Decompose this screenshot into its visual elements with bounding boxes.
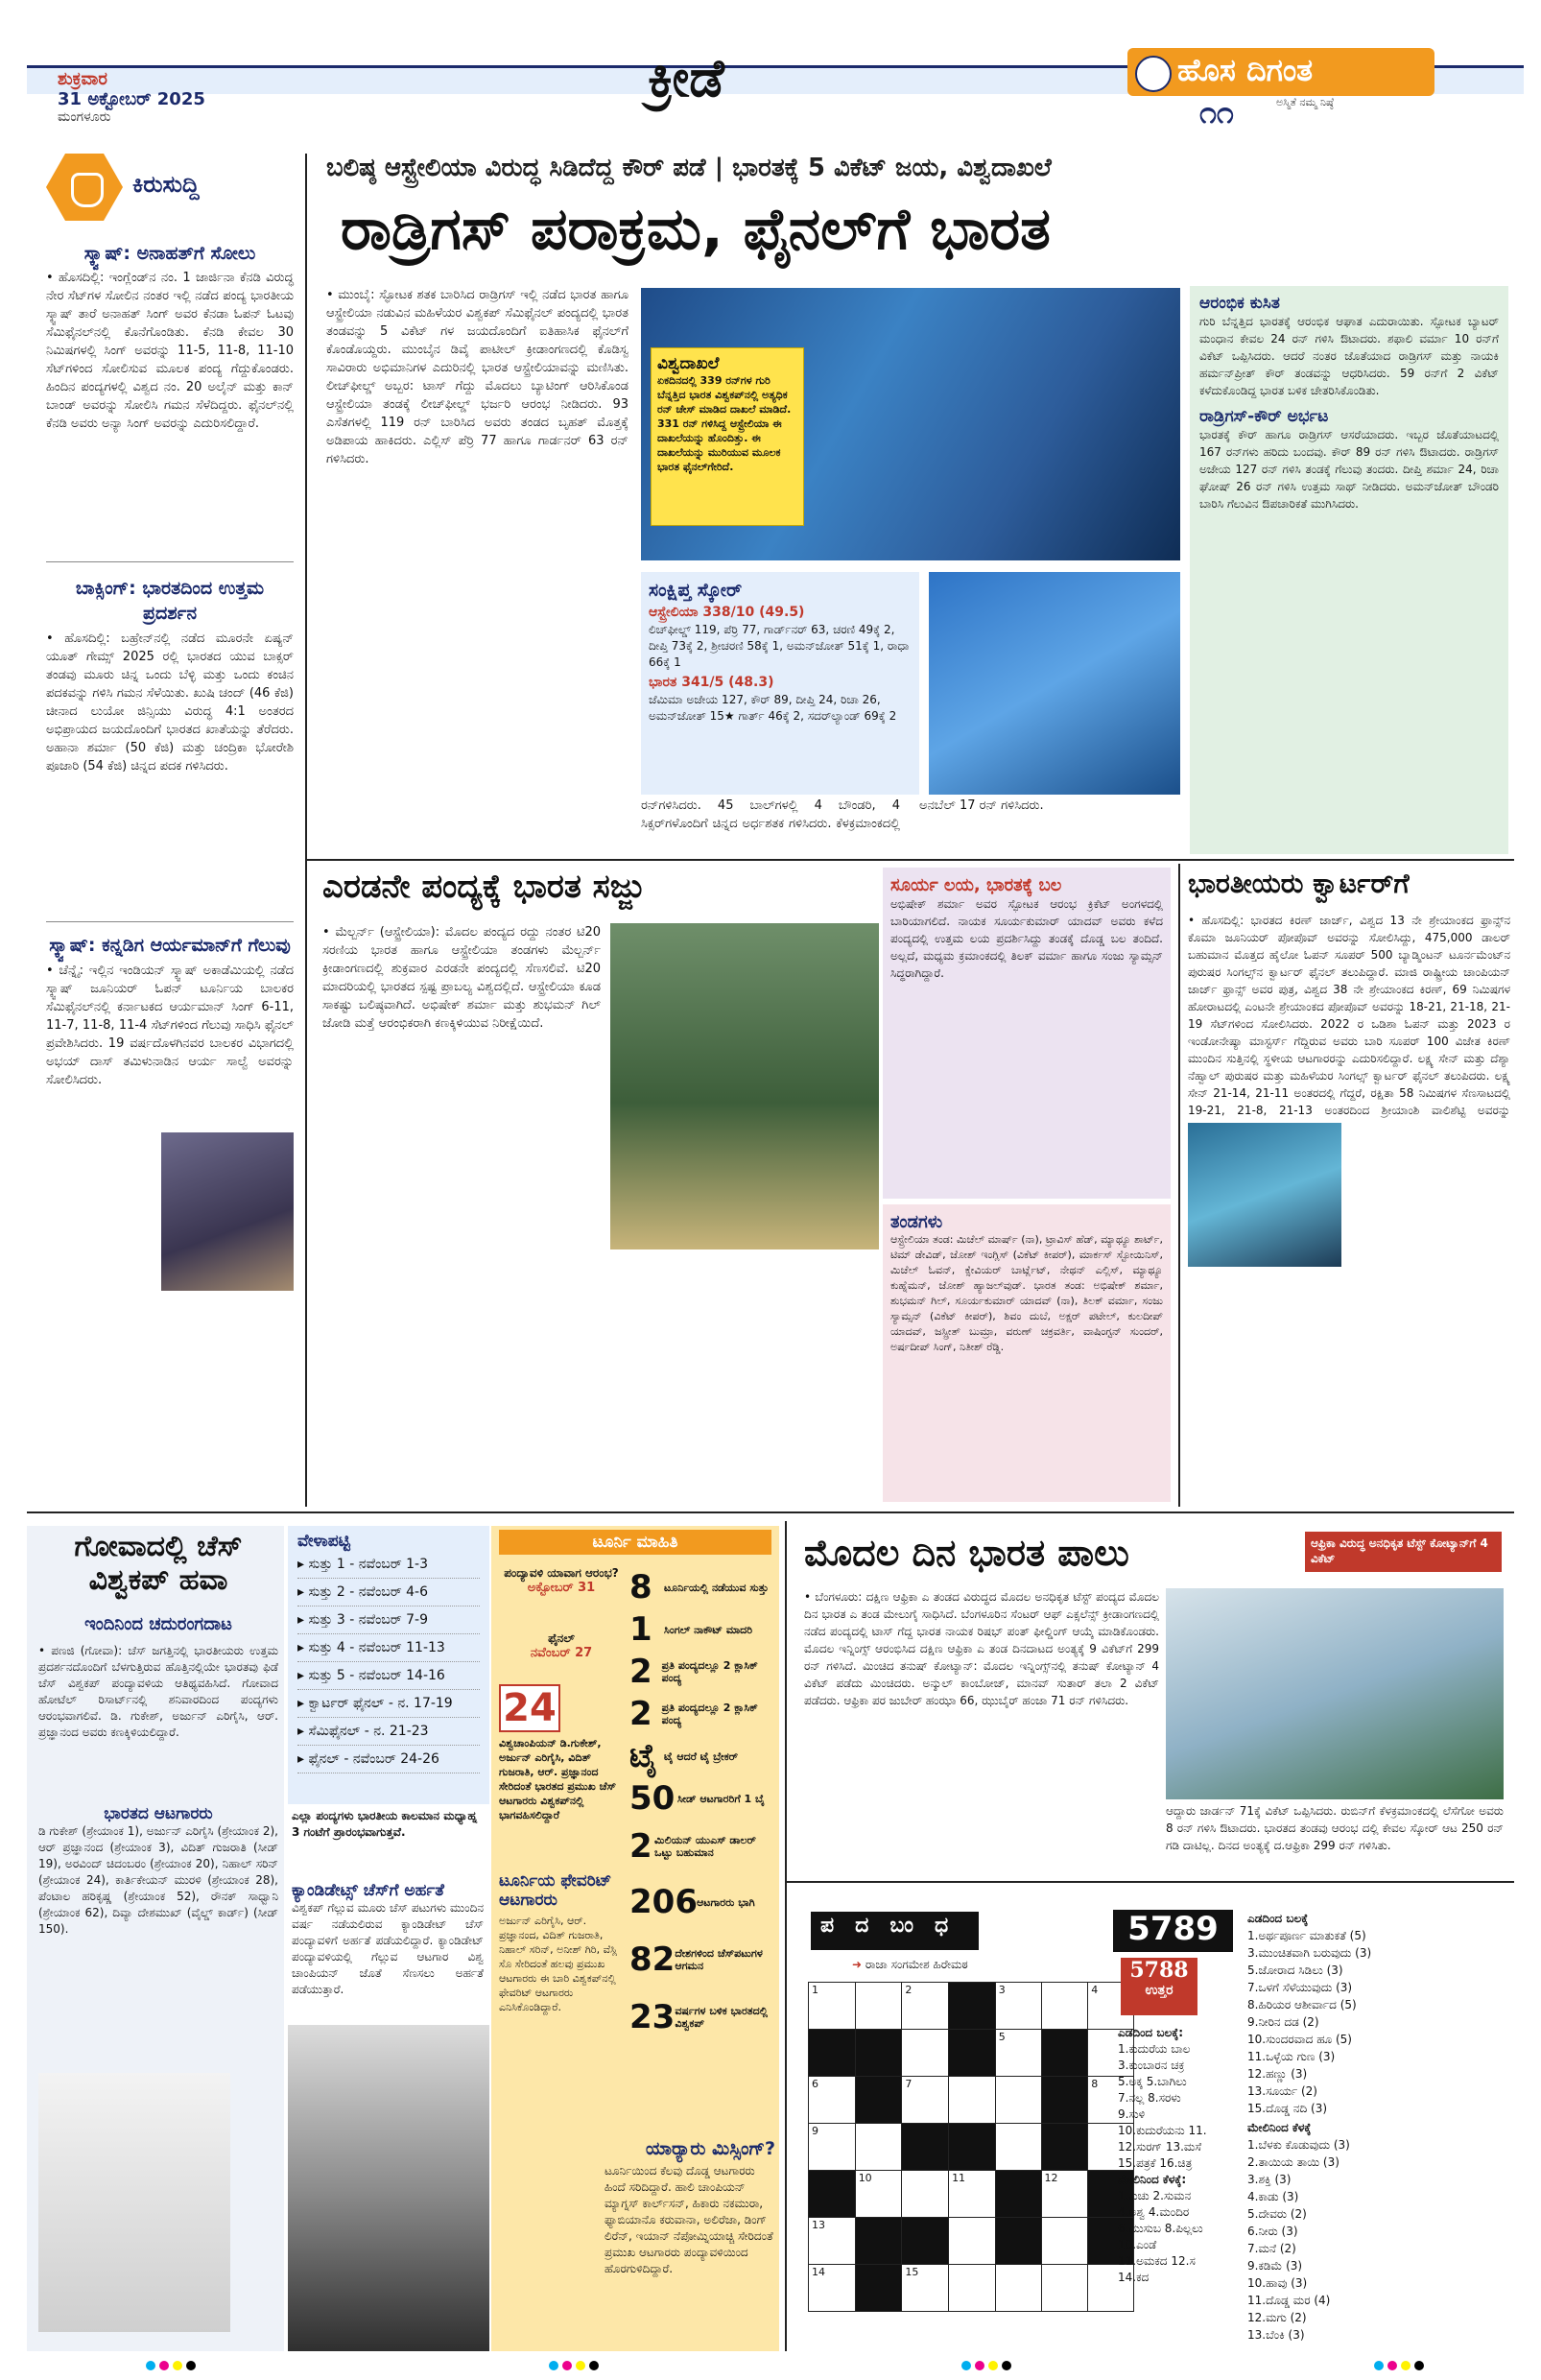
stat-label: ದೇಶಗಳಿಂದ ಚೆಸ್‌ಪಟುಗಳ ಆಗಮನ xyxy=(675,1947,763,1972)
column-rule xyxy=(305,154,307,1507)
lead-photo-second-batter xyxy=(929,572,1180,795)
favourites xyxy=(499,1871,624,2130)
grid-cell-black xyxy=(855,2265,902,2312)
section-rule xyxy=(305,859,1514,861)
info-title: ಟೂರ್ನಿ ಮಾಹಿತಿ xyxy=(499,1530,771,1555)
schedule-item-label: ಸುತ್ತು 4 - ನವೆಂಬರ್ 11-13 xyxy=(308,1640,445,1655)
grid-cell[interactable]: 9 xyxy=(809,2124,856,2171)
test-col2 xyxy=(1166,1802,1504,1874)
stat-label: ಮಿಲಿಯನ್ ಯುಎಸ್ ಡಾಲರ್ ಒಟ್ಟು ಬಹುಮಾನ xyxy=(654,1834,756,1859)
stat-item xyxy=(629,1566,773,1608)
pencil-icon: ➜ xyxy=(852,1958,865,1971)
answer-down-item: 11.ಅಮಕದ 12.ಸ xyxy=(1118,2254,1196,2268)
clues-across-title: ಎಡದಿಂದ ಬಲಕ್ಕೆ xyxy=(1247,1912,1309,1925)
grid-cell[interactable]: 7 xyxy=(902,2077,949,2124)
grid-cell-black xyxy=(995,2218,1041,2265)
lead-headline: ರಾಡ್ರಿಗಸ್ ಪರಾಕ್ರಮ, ಫೈನಲ್‌ಗೆ ಭಾರತ xyxy=(341,196,1051,263)
stat-label: ಸೀಡ್ ಆಟಗಾರರಿಗೆ 1 ಬೈ xyxy=(677,1792,765,1805)
scorecard-aus: ಆಸ್ಟ್ರೇಲಿಯಾ 338/10 (49.5) xyxy=(649,605,805,620)
sky-title: ಸೂರ್ಯ ಲಯ, ಭಾರತಕ್ಕೆ ಬಲ xyxy=(890,875,1062,895)
grid-cell[interactable] xyxy=(995,2077,1041,2124)
stat-item xyxy=(629,1777,773,1820)
grid-cell-black xyxy=(1041,2077,1088,2124)
record-body: ಏಕದಿನದಲ್ಲಿ 339 ರನ್‌ಗಳ ಗುರಿ ಬೆನ್ನತ್ತಿದ ಭಾರತ ವಿಶ್ವಕಪ್‌ನಲ್ಲಿ ಅತ್ಯಧಿಕ ರನ್ ಚೇಸ್ ಮಾಡಿದ ದಾಖಲೆ ಮಾಡಿದೆ. 331 ರನ್ ಗಳಿಸಿದ್ದ ಆಸ್ಟ್ರೇಲಿಯಾ ಈ ದಾಖಲೆಯನ್ನು ಹೊಂದಿತ್ತು. ಈ ದಾಖಲೆಯನ್ನು ಮುರಿಯುವ ಮೂಲಕ ಭಾರತ ಫೈನಲ್‌ಗೇರಿದೆ. xyxy=(657,374,792,473)
stat-label: ಟೂರ್ನಿಯಲ್ಲಿ ನಡೆಯುವ ಸುತ್ತು xyxy=(664,1581,769,1594)
sidebar-body-2: ಭಾರತಕ್ಕೆ ಕೌರ್ ಹಾಗೂ ರಾಡ್ರಿಗಸ್ ಆಸರೆಯಾದರು. ಇಬ್ಬರ ಜೊತೆಯಾಟದಲ್ಲಿ 167 ರನ್‌ಗಳು ಹರಿದು ಬಂದವು. ಕೌರ್ 89 ರನ್ ಗಳಿಸಿ ಔಟಾದರು. ರಾಡ್ರಿಗಸ್ ಅಜೇಯ 127 ರನ್ ಗಳಿಸಿ ತಂಡಕ್ಕೆ ಗೆಲುವು ತಂದರು. ದೀಪ್ತಿ ಶರ್ಮಾ 24, ರಿಚಾ ಘೋಷ್ 26 ರನ್ ಗಳಿಸಿ ಉತ್ತಮ ಸಾಥ್ ನೀಡಿದರು. ಅಮನ್‌ಜೋತ್ ಬೌಂಡರಿ ಬಾರಿಸಿ ಗೆಲುವಿನ ಔಪಚಾರಿಕತೆ ಮುಗಿಸಿದರು. xyxy=(1199,428,1499,511)
missing-block xyxy=(499,2138,775,2344)
schedule-item-label: ಸುತ್ತು 1 - ನವೆಂಬರ್ 1-3 xyxy=(308,1557,429,1572)
schedule-item: ▸ ಸೆಮಿಫೈನಲ್ - ನ. 21-23 xyxy=(297,1718,480,1746)
grid-cell[interactable]: 15 xyxy=(902,2265,949,2312)
kiru-badge xyxy=(46,154,123,221)
candidates-body: ವಿಶ್ವಕಪ್ ಗೆಲ್ಲುವ ಮೂರು ಚೆಸ್ ಪಟುಗಳು ಮುಂದಿನ ವರ್ಷ ನಡೆಯಲಿರುವ ಕ್ಯಾಂಡಿಡೇಟ್ ಚೆಸ್ ಪಂದ್ಯಾವಳಿಗೆ ಅರ್ಹತೆ ಪಡೆಯಲಿದ್ದಾರೆ. ಕ್ಯಾಂಡಿಡೇಟ್ ಪಂದ್ಯಾವಳಿಯಲ್ಲಿ ಗೆಲ್ಲುವ ಆಟಗಾರ ವಿಶ್ವ ಚಾಂಪಿಯನ್ ಜೊತೆ ಸೆಣಸಲು ಅರ್ಹತೆ ಪಡೆಯುತ್ತಾರೆ. xyxy=(292,1901,484,1996)
info-final-value: ನವೆಂಬರ್ 27 xyxy=(530,1646,593,1660)
schedule-item: ▸ ಸುತ್ತು 2 - ನವೆಂಬರ್ 4-6 xyxy=(297,1579,480,1606)
schedule-item: ▸ ಸುತ್ತು 1 - ನವೆಂಬರ್ 1-3 xyxy=(297,1551,480,1579)
clue-item: 9.ನೀರಿನ ದಡ (2) xyxy=(1247,2015,1319,2029)
schedule-item: ▸ ಸುತ್ತು 4 - ನವೆಂಬರ್ 11-13 xyxy=(297,1634,480,1662)
qf-headline: ಭಾರತೀಯರು ಕ್ವಾರ್ಟರ್‌ಗೆ xyxy=(1188,868,1410,899)
answer-across-item: 12.ಸುರಗ್ 13.ಮಸೆ xyxy=(1118,2140,1202,2154)
schedule-title: ವೇಳಾಪಟ್ಟಿ xyxy=(297,1532,350,1551)
clue-item: 3.ಮುಂಚಿತವಾಗಿ ಬರುವುದು (3) xyxy=(1247,1946,1372,1960)
stat-label: ಪ್ರತಿ ಪಂದ್ಯದಲ್ಲೂ 2 ಕ್ಲಾಸಿಕ್ ಪಂದ್ಯ xyxy=(661,1659,758,1684)
info-24-text: ವಿಶ್ವಚಾಂಪಿಯನ್ ಡಿ.ಗುಕೇಶ್, ಅರ್ಜುನ್ ಎರಿಗೈಸಿ, ವಿದಿತ್ ಗುಜರಾತಿ, ಆರ್. ಪ್ರಜ್ಞಾನಂದ ಸೇರಿದಂತೆ ಭಾರತದ ಪ್ರಮುಖ ಚೆಸ್ ಆಟಗಾರರು ವಿಶ್ವಕಪ್‌ನಲ್ಲಿ ಭಾಗವಹಿಸಲಿದ್ದಾರೆ xyxy=(499,1737,617,1821)
chess-headline: ಗೋವಾದಲ್ಲಿ ಚೆಸ್ ವಿಶ್ವಕಪ್ ಹವಾ xyxy=(74,1530,243,1597)
clue-item: 10.ಹಾವು (3) xyxy=(1247,2276,1308,2290)
answer-label: ಉತ್ತರ xyxy=(1145,1983,1174,1998)
clue-item: 13.ಸೂರ್ಯ (2) xyxy=(1247,2084,1317,2098)
grid-cell-black xyxy=(902,2124,949,2171)
kiru-item-3 xyxy=(46,933,294,1089)
clue-item: 12.ಮಗು (2) xyxy=(1247,2311,1307,2324)
grid-cell-black xyxy=(949,2030,996,2077)
schedule-list xyxy=(297,1551,480,1773)
stat-label: ಸಿಂಗಲ್ ನಾಕೌಟ್ ಮಾದರಿ xyxy=(664,1623,753,1636)
lead-sidebar xyxy=(1190,286,1508,854)
answer-down-item: 14.ಕದ xyxy=(1118,2271,1150,2284)
stat-number: 2 xyxy=(629,1827,652,1866)
clue-item: 9.ಕಡಿಮೆ (3) xyxy=(1247,2259,1303,2273)
puzzle-credit xyxy=(852,1958,1082,1977)
grid-cell[interactable] xyxy=(995,2265,1041,2312)
answer-across-item: 15.ಪತ್ರಕೆ 16.ಚಿತ್ರ xyxy=(1118,2156,1193,2170)
grid-cell-black xyxy=(809,2030,856,2077)
grid-cell[interactable]: 10 xyxy=(855,2171,902,2218)
lead-kicker: ಬಲಿಷ್ಠ ಆಸ್ಟ್ರೇಲಿಯಾ ವಿರುದ್ಧ ಸಿಡಿದೆದ್ದ ಕೌರ್ ಪಡೆ | ಭಾರತಕ್ಕೆ 5 ವಿಕೆಟ್ ಜಯ, ವಿಶ್ವದಾಖಲೆ xyxy=(326,154,1052,182)
schedule-item: ▸ ಸುತ್ತು 5 - ನವೆಂಬರ್ 14-16 xyxy=(297,1662,480,1690)
info-final xyxy=(499,1631,624,1679)
section-title: ಕ್ರೀಡೆ xyxy=(648,48,724,108)
stat-label: ಪ್ರತಿ ಪಂದ್ಯದಲ್ಲೂ 2 ಕ್ಲಾಸಿಕ್ ಪಂದ್ಯ xyxy=(661,1702,758,1726)
schedule-note: ಎಲ್ಲಾ ಪಂದ್ಯಗಳು ಭಾರತೀಯ ಕಾಲಮಾನ ಮಧ್ಯಾಹ್ನ 3 ಗಂಟೆಗೆ ಪ್ರಾರಂಭವಾಗುತ್ತವೆ. xyxy=(292,1809,478,1839)
second-body: • ಮೆಲ್ಬರ್ನ್ (ಆಸ್ಟ್ರೇಲಿಯಾ): ಮೊದಲ ಪಂದ್ಯದ ರದ್ದು ನಂತರ ಟಿ20 ಸರಣಿಯ ಭಾರತ ಹಾಗೂ ಆಸ್ಟ್ರೇಲಿಯಾ ತಂಡಗಳು ಮೆಲ್ಬರ್ನ್ ಕ್ರೀಡಾಂಗಣದಲ್ಲಿ ಶುಕ್ರವಾರ ಎರಡನೇ ಪಂದ್ಯದಲ್ಲಿ ಸೆಣಸಲಿವೆ. ಟಿ20 ಮಾದರಿಯಲ್ಲಿ ಭಾರತದ ಸ್ಪಷ್ಟ ಪ್ರಾಬಲ್ಯ ವಿಶ್ವದಲ್ಲಿದೆ. ಆಸ್ಟ್ರೇಲಿಯಾ ಕೂಡ ಸಾಕಷ್ಟು ಬಲಿಷ್ಠವಾಗಿದೆ. ಅಭಿಷೇಕ್ ಶರ್ಮಾ ಮತ್ತು ಶುಭಮನ್ ಗಿಲ್ ಜೋಡಿ ಮತ್ತೆ ಆರಂಭಿಕರಾಗಿ ಕಣಕ್ಕಿಳಿಯುವ ನಿರೀಕ್ಷೆಯಿದೆ. xyxy=(322,925,601,1031)
grid-cell-black xyxy=(1041,2124,1088,2171)
puzzle-title-text: ಪದಬಂಧ xyxy=(811,1912,979,1950)
kiru-item-1 xyxy=(46,242,294,433)
test-tag: ಆಫ್ರಿಕಾ ವಿರುದ್ಧ ಅನಧಿಕೃತ ಟೆಸ್ಟ್ ಕೋಟ್ಯಾನ್‌ಗೆ 4 ವಿಕೆಟ್ xyxy=(1305,1532,1502,1572)
test-headline: ಮೊದಲ ದಿನ ಭಾರತ ಪಾಲು xyxy=(804,1532,1129,1574)
grid-cell[interactable]: 8 xyxy=(1088,2077,1134,2124)
clue-item: 5.ದೇವರು (2) xyxy=(1247,2207,1307,2221)
sidebar-body-1: ಗುರಿ ಬೆನ್ನತ್ತಿದ ಭಾರತಕ್ಕೆ ಆರಂಭಿಕ ಆಘಾತ ಎದುರಾಯಿತು. ಸ್ಫೋಟಕ ಬ್ಯಾಟರ್ ಮಂಧಾನ ಕೇವಲ 24 ರನ್ ಗಳಿಸಿ ಔಟಾದರು. ಶಫಾಲಿ ವರ್ಮಾ 10 ರನ್‌ಗೆ ವಿಕೆಟ್ ಒಪ್ಪಿಸಿದರು. ಆದರೆ ನಂತರ ಜೊತೆಯಾದ ರಾಡ್ರಿಗಸ್ ಮತ್ತು ನಾಯಕಿ ಹರ್ಮನ್‌ಪ್ರೀತ್ ಕೌರ್ ತಂಡವನ್ನು ಆಧರಿಸಿದರು. 59 ರನ್‌ಗೆ 2 ವಿಕೆಟ್ ಕಳೆದುಕೊಂಡಿದ್ದ ಭಾರತ ಬಳಿಕ ಚೇತರಿಸಿಕೊಂಡಿತು. xyxy=(1199,315,1499,397)
answer-across-item: 3.ಕುಂಬಾರನ ಚಕ್ರ xyxy=(1118,2059,1185,2072)
schedule-item-label: ಸುತ್ತು 3 - ನವೆಂಬರ್ 7-9 xyxy=(308,1612,429,1628)
brand-logo-icon xyxy=(1135,56,1172,92)
prev-answer-badge xyxy=(1121,1958,1197,2015)
clues-down-title: ಮೇಲಿನಿಂದ ಕೆಳಕ್ಕೆ xyxy=(1247,2121,1312,2134)
teams-body: ಆಸ್ಟ್ರೇಲಿಯಾ ತಂಡ: ಮಿಚೆಲ್ ಮಾರ್ಷ್ (ನಾ), ಟ್ರಾವಿಸ್ ಹೆಡ್, ಮ್ಯಾಥ್ಯೂ ಶಾರ್ಟ್, ಟಿಮ್ ಡೇವಿಡ್, ಜೋಶ್ ಇಂಗ್ಲಿಸ್ (ವಿಕೆಟ್ ಕೀಪರ್), ಮಾರ್ಕಸ್ ಸ್ಟೋಯಿನಿಸ್, ಮಿಚೆಲ್ ಓವನ್, ಕ್ಸೇವಿಯರ್ ಬಾರ್ಟ್ಲೆಟ್, ನೇಥನ್ ಎಲ್ಲಿಸ್, ಮ್ಯಾಥ್ಯೂ ಕುಹ್ನೆಮನ್, ಜೋಶ್ ಹ್ಯಾಜಲ್‌ವುಡ್. ಭಾರತ ತಂಡ: ಅಭಿಷೇಕ್ ಶರ್ಮಾ, ಶುಭಮನ್ ಗಿಲ್, ಸೂರ್ಯಕುಮಾರ್ ಯಾದವ್ (ನಾ), ತಿಲಕ್ ವರ್ಮಾ, ಸಂಜು ಸ್ಯಾಮ್ಸನ್ (ವಿಕೆಟ್ ಕೀಪರ್), ಶಿವಂ ದುಬೆ, ಅಕ್ಷರ್ ಪಟೇಲ್, ಕುಲದೀಪ್ ಯಾದವ್, ಜಸ್ಪ್ರೀತ್ ಬುಮ್ರಾ, ವರುಣ್ ಚಕ್ರವರ್ತಿ, ವಾಷಿಂಗ್ಟನ್ ಸುಂದರ್, ಅರ್ಷದೀಪ್ ಸಿಂಗ್, ನಿತೀಶ್ ರೆಡ್ಡಿ. xyxy=(890,1233,1163,1353)
test-body: • ಬೆಂಗಳೂರು: ದಕ್ಷಿಣ ಆಫ್ರಿಕಾ ಎ ತಂಡದ ವಿರುದ್ಧದ ಮೊದಲ ಅನಧಿಕೃತ ಟೆಸ್ಟ್ ಪಂದ್ಯದ ಮೊದಲ ದಿನ ಭಾರತ ಎ ತಂಡ ಮೇಲುಗೈ ಸಾಧಿಸಿದೆ. ಬೆಂಗಳೂರಿನ ಸೆಂಟರ್ ಆಫ್ ಎಕ್ಸಲೆನ್ಸ್ ಕ್ರೀಡಾಂಗಣದಲ್ಲಿ ನಡೆದ ಪಂದ್ಯದಲ್ಲಿ ಟಾಸ್ ಗೆದ್ದ ಭಾರತ ನಾಯಕ ರಿಷಭ್ ಪಂತ್ ಫೀಲ್ಡಿಂಗ್ ಆಯ್ಕೆ ಮಾಡಿಕೊಂಡರು. ಮೊದಲ ಇನ್ನಿಂಗ್ಸ್ ಆರಂಭಿಸಿದ ದಕ್ಷಿಣ ಆಫ್ರಿಕಾ ಎ ತಂಡ ದಿನದಾಟದ ಅಂತ್ಯಕ್ಕೆ 9 ವಿಕೆಟ್‌ಗೆ 299 ರನ್ ಗಳಿಸಿದೆ. ಮಿಂಚಿದ ತನುಷ್ ಕೋಟ್ಯಾನ್: ಮೊದಲ ಇನ್ನಿಂಗ್ಸ್‌ನಲ್ಲಿ ತನುಷ್ ಕೋಟ್ಯಾನ್ 4 ವಿಕೆಟ್ ಪಡೆದು ಮಿಂಚಿದರು. ಅನ್ಶುಲ್ ಕಾಂಬೋಜ್, ಮಾನವ್ ಸುತಾರ್ ತಲಾ 2 ವಿಕೆಟ್ ಪಡೆದರು. ಆಫ್ರಿಕಾ ಪರ ಜುಬೇರ್ ಹಂಝಾ 66, ಝುಬೈರ್ ಹಂಜಾ 71 ರನ್ ಗಳಿಸಿದರು. xyxy=(804,1590,1159,1707)
squash-photo xyxy=(161,1132,294,1291)
grid-cell-black xyxy=(1041,2030,1088,2077)
grid-cell[interactable]: 11 xyxy=(949,2171,996,2218)
clue-item: 2.ತಾಯಿಯ ತಾಯಿ (3) xyxy=(1247,2155,1339,2169)
grid-cell[interactable] xyxy=(855,1983,902,2030)
schedule-item-label: ಫೈನಲ್ - ನವೆಂಬರ್ 24-26 xyxy=(308,1751,439,1767)
grid-cell-black xyxy=(949,2124,996,2171)
fav-title: ಟೂರ್ನಿಯ ಫೇವರಿಟ್ ಆಟಗಾರರು xyxy=(499,1871,612,1910)
kiru-item-2 xyxy=(46,576,294,775)
test-body-2: ಆದ್ದಾರು ಜಾರ್ಡನ್ 71ಕ್ಕೆ ವಿಕೆಟ್ ಒಪ್ಪಿಸಿದರು. ರುಬಿನ್‌ಗೆ ಕೆಳಕ್ರಮಾಂಕದಲ್ಲಿ ಲೆಸೆಗೋ ಅವರು 8 ರನ್ ಗಳಿಸಿ ಔಟಾದರು. ಭಾರತದ ತಂಡವು ಆರಂಭ ದಲ್ಲಿ ಕೇವಲ ಸ್ಕೋರ್ ಆಟ 250 ರನ್ ಗಡಿ ದಾಟಿಲ್ಲ. ದಿನದ ಅಂತ್ಯಕ್ಕೆ ದ.ಆಫ್ರಿಕಾ 299 ರನ್ ಗಳಿಸಿತು. xyxy=(1166,1804,1504,1852)
scorecard-title: ಸಂಕ್ಷಿಪ್ತ ಸ್ಕೋರ್ xyxy=(649,580,743,601)
grid-cell[interactable]: 12 xyxy=(1041,2171,1088,2218)
info-24-number: 24 xyxy=(499,1684,560,1732)
date-block xyxy=(58,69,269,154)
schedule-item-label: ಸುತ್ತು 5 - ನವೆಂಬರ್ 14-16 xyxy=(308,1668,445,1683)
grid-cell-black xyxy=(855,2030,902,2077)
chess-col xyxy=(38,1643,278,1797)
kiru-item-3-body: • ಚೆನ್ನೈ: ಇಲ್ಲಿನ ಇಂಡಿಯನ್ ಸ್ಕ್ವಾಷ್ ಅಕಾಡೆಮಿಯಲ್ಲಿ ನಡೆದ ಸ್ಕ್ವಾಷ್ ಜೂನಿಯರ್ ಓಪನ್ ಟೂರ್ನಿಯ ಬಾಲಕರ ಸೆಮಿಫೈನಲ್‌ನಲ್ಲಿ ಕರ್ನಾಟಕದ ಆರ್ಯಮಾನ್ ಸಿಂಗ್ 6-11, 11-7, 11-8, 11-4 ಸೆಟ್‌ಗಳಿಂದ ಗೆಲುವು ಸಾಧಿಸಿ ಫೈನಲ್ ಪ್ರವೇಶಿಸಿದರು. 19 ವರ್ಷದೊಳಗಿನವರ ಬಾಲಕರ ವಿಭಾಗದಲ್ಲಿ ಅಭಯ್ ದಾಸ್ ತಮಿಳುನಾಡಿನ ಆರ್ಯ ಸಾಲ್ವೆ ಅವರನ್ನು ಸೋಲಿಸಿದರು. xyxy=(46,964,294,1087)
stat-number: ಟೈ xyxy=(629,1737,658,1775)
puzzle-credit-text: ರಾಜಾ ಸಂಗಮೇಶ ಹಿರೇಮಠ xyxy=(865,1958,968,1971)
registration-marks xyxy=(0,2356,1541,2375)
players-title: ಭಾರತದ ಆಟಗಾರರು xyxy=(104,1804,213,1823)
grid-cell[interactable] xyxy=(1041,2218,1088,2265)
section-rule xyxy=(785,1881,1514,1883)
brand-masthead xyxy=(1127,48,1434,96)
grid-cell-black xyxy=(902,2218,949,2265)
clue-item: 4.ಕಾಡು (3) xyxy=(1247,2190,1299,2203)
kiru-item-2-head: ಬಾಕ್ಸಿಂಗ್: ಭಾರತದಿಂದ ಉತ್ತಮ ಪ್ರದರ್ಶನ xyxy=(75,578,265,624)
divider xyxy=(46,561,294,562)
stat-number: 23 xyxy=(629,1998,676,2036)
clue-item: 5.ಜೋರಾದ ಸಿಡಿಲು (3) xyxy=(1247,1964,1343,1977)
stat-item xyxy=(629,1735,773,1777)
sky-box xyxy=(883,868,1171,1199)
prev-number: 5788 xyxy=(1129,1958,1189,1983)
kiru-title: ಕಿರುಸುದ್ದಿ xyxy=(132,171,200,198)
grid-cell[interactable] xyxy=(949,2077,996,2124)
stat-number: 50 xyxy=(629,1779,676,1818)
schedule-item: ▸ ಫೈನಲ್ - ನವೆಂಬರ್ 24-26 xyxy=(297,1746,480,1773)
header-city: ಮಂಗಳೂರು xyxy=(58,109,111,125)
test-col1 xyxy=(804,1588,1159,1876)
answer-across-item: 5.ಅಕ್ಕ 5.ಬಾಗಿಲು xyxy=(1118,2075,1187,2088)
registration-dots-icon xyxy=(144,2356,198,2374)
answer-key xyxy=(1118,2025,1250,2351)
kiru-item-2-body: • ಹೊಸದಿಲ್ಲಿ: ಬಹ್ರೇನ್‌ನಲ್ಲಿ ನಡೆದ ಮೂರನೇ ಏಷ್ಯನ್ ಯೂತ್ ಗೇಮ್ಸ್ 2025 ರಲ್ಲಿ ಭಾರತದ ಯುವ ಬಾಕ್ಸರ್ ತಂಡವು ಮೂರು ಚಿನ್ನ ಒಂದು ಬೆಳ್ಳಿ ಮತ್ತು ಒಂದು ಕಂಚಿನ ಪದಕವನ್ನು ಗಳಿಸಿ ಗಮನ ಸೆಳೆಯಿತು. ಖುಷಿ ಚಂದ್ (46 ಕೆಜಿ) ಚೀನಾದ ಲುಯೋ ಜಿನ್ಸಿಯು ವಿರುದ್ಧ 4:1 ಅಂತರದ ಅಭಿಪ್ರಾಯದ ಜಯದೊಂದಿಗೆ ಭಾರತದ ಖಾತೆಯನ್ನು ತೆರೆದರು. ಅಹಾನಾ ಶರ್ಮಾ (50 ಕೆಜಿ) ಮತ್ತು ಚಂದ್ರಿಕಾ ಭೋರೇಶಿ ಪೂಜಾರಿ (54 ಕೆಜಿ) ಚಿನ್ನದ ಪದಕ ಗಳಿಸಿದರು. xyxy=(46,631,294,774)
grid-cell[interactable]: 4 xyxy=(1088,1983,1134,2030)
schedule-item: ▸ ಕ್ವಾರ್ಟರ್ ಫೈನಲ್ - ನ. 17-19 xyxy=(297,1690,480,1718)
teams-box xyxy=(883,1204,1171,1502)
stat-label: ಆಟಗಾರರು ಭಾಗಿ xyxy=(697,1895,755,1909)
grid-cell[interactable] xyxy=(1041,2265,1088,2312)
clue-item: 11.ಒಳ್ಳೆಯ ಗುಣ (3) xyxy=(1247,2050,1336,2063)
grid-cell[interactable]: 14 xyxy=(809,2265,856,2312)
badminton-photo xyxy=(1188,1123,1341,1267)
brand-name: ಹೊಸ ದಿಗಂತ xyxy=(1177,52,1314,88)
scorecard-ind-details: ಜೆಮಿಮಾ ಅಜೇಯ 127, ಕೌರ್ 89, ದೀಪ್ತಿ 24, ರಿಚಾ 26, ಅಮನ್‌ಜೋತ್ 15★ ಗಾರ್ತ್ 46ಕ್ಕೆ 2, ಸದರ್‌ಲ್ಯಾಂಡ್ 69ಕ್ಕೆ 2 xyxy=(649,693,897,723)
kiru-item-1-head: ಸ್ಕ್ವಾಷ್: ಅನಾಹತ್‌ಗೆ ಸೋಲು xyxy=(83,243,256,264)
sky-body: ಅಭಿಷೇಕ್ ಶರ್ಮಾ ಅವರ ಸ್ಫೋಟಕ ಆರಂಭ ಕ್ರಿಕೆಟ್ ಅಂಗಳದಲ್ಲಿ ಬಾರಿಯಾಗಲಿದೆ. ನಾಯಕ ಸೂರ್ಯಕುಮಾರ್ ಯಾದವ್ ಅವರು ಕಳೆದ ಪಂದ್ಯದಲ್ಲಿ ಉತ್ತಮ ಲಯ ಪ್ರದರ್ಶಿಸಿದ್ದು ತಂಡಕ್ಕೆ ದೊಡ್ಡ ಬಲ ತಂದಿದೆ. ಅಲ್ಲದೆ, ಮಧ್ಯಮ ಕ್ರಮಾಂಕದಲ್ಲಿ ತಿಲಕ್ ವರ್ಮಾ ಹಾಗೂ ಸಂಜು ಸ್ಯಾಮ್ಸನ್ ಸಿದ್ಧರಾಗಿದ್ದಾರೆ. xyxy=(890,897,1163,980)
scorecard-aus-details: ಲಿಚ್‌ಫೀಲ್ಡ್ 119, ಪೆರ‍್ರಿ 77, ಗಾರ್ಡ್‌ನರ್ 63, ಚರಣಿ 49ಕ್ಕೆ 2, ದೀಪ್ತಿ 73ಕ್ಕೆ 2, ಶ್ರೀಚರಣಿ 58ಕ್ಕೆ 1, ಅಮನ್‌ಜೋತ್ 51ಕ್ಕೆ 1, ರಾಧಾ 66ಕ್ಕೆ 1 xyxy=(649,623,910,669)
qf-body: • ಹೊಸದಿಲ್ಲಿ: ಭಾರತದ ಕಿರಣ್ ಜಾರ್ಜ್, ವಿಶ್ವದ 13 ನೇ ಶ್ರೇಯಾಂಕದ ಫ್ರಾನ್ಸ್‌ನ ಕೊಮಾ ಜೂನಿಯರ್ ಪೋಪೊವ್ ಅವರನ್ನು ಸೋಲಿಸಿದ್ದು, 475,000 ಡಾಲರ್ ಬಹುಮಾನ ಮೊತ್ತದ ಹೈಲೋ ಓಪನ್ ಸೂಪರ್ 500 ಬ್ಯಾಡ್ಮಿಂಟನ್ ಟೂರ್ನಮೆಂಟ್‌ನ ಪುರುಷರ ಸಿಂಗಲ್ಸ್‌ನ ಕ್ವಾರ್ಟರ್ ಫೈನಲ್ ತಲುಪಿದ್ದಾರೆ. ಮಾಜಿ ರಾಷ್ಟ್ರೀಯ ಚಾಂಪಿಯನ್ ಜಾರ್ಜ್ ಫ್ರಾನ್ಸ್ ಅವರ ಪುತ್ರ, ವಿಶ್ವದ 38 ನೇ ಶ್ರೇಯಾಂಕದ ಕಿರಣ್, 69 ನಿಮಿಷಗಳ ಹೋರಾಟದಲ್ಲಿ ಎಂಟನೇ ಶ್ರೇಯಾಂಕದ ಪೋಪೊವ್ ಅವರನ್ನು 18-21, 21-18, 21-19 ಸೆಟ್‌ಗಳಿಂದ ಸೋಲಿಸಿದರು. 2022 ರ ಒಡಿಶಾ ಓಪನ್ ಮತ್ತು 2023 ರ ಇಂಡೋನೇಷ್ಯಾ ಮಾಸ್ಟರ್ಸ್ ಗೆದ್ದಿರುವ ಅವರು ಬಾರಿ ಸೂಪರ್ 100 ವಿಜೇತ ಕಿರಣ್ ಮುಂದಿನ ಸುತ್ತಿನಲ್ಲಿ ಸ್ಥಳೀಯ ಆಟಗಾರರನ್ನು ಎದುರಿಸಲಿದ್ದಾರೆ. ಲಕ್ಷ್ಯ ಸೇನ್ ಮತ್ತು ದೆಶ್ಯಾ ನೆಹ್ವಾಲ್ ಪುರುಷರ ಮತ್ತು ಮಹಿಳೆಯರ ಸಿಂಗಲ್ಸ್ ಕ್ವಾರ್ಟರ್ ಫೈನಲ್ ತಲುಪಿದರು. ಲಕ್ಷ್ಯ ಸೇನ್ 21-14, 21-11 ಅಂತರದಲ್ಲಿ ಗೆದ್ದರೆ, ರಕ್ಷಿತಾ 58 ನಿಮಿಷಗಳ ಸೆಣಸಾಟದಲ್ಲಿ 19-21, 21-8, 21-13 ಅಂತರದಿಂದ ಶ್ರೀಯಾಂಶಿ ವಾಲಿಶೆಟ್ಟಿ ಅವರನ್ನು xyxy=(1188,914,1510,1117)
stat-item xyxy=(629,1931,773,1988)
sidebar-head-2: ರಾಡ್ರಿಗಸ್-ಕೌರ್ ಅರ್ಭಟ xyxy=(1199,407,1329,426)
page-header xyxy=(0,0,1541,154)
page-number: ೧೧ xyxy=(1199,94,1234,131)
pinch-hand-icon xyxy=(71,173,104,207)
info-when-value: ಅಕ್ಟೋಬರ್ 31 xyxy=(527,1581,596,1595)
stat-number: 206 xyxy=(629,1883,698,1921)
schedule-item-label: ಸುತ್ತು 2 - ನವೆಂಬರ್ 4-6 xyxy=(308,1584,429,1600)
answer-across-item: 7.ನಲ್ಲ 8.ಸರಳು xyxy=(1118,2091,1181,2105)
second-headline: ಎರಡನೇ ಪಂದ್ಯಕ್ಕೆ ಭಾರತ ಸಜ್ಜು xyxy=(322,868,645,906)
second-col xyxy=(322,923,601,1441)
column-rule xyxy=(785,1521,787,2351)
clue-item: 11.ದೊಡ್ಡ ಮರ (4) xyxy=(1247,2294,1331,2307)
grid-cell[interactable]: 1 xyxy=(809,1983,856,2030)
schedule-item-label: ಕ್ವಾರ್ಟರ್ ಫೈನಲ್ - ನ. 17-19 xyxy=(308,1696,453,1711)
grid-cell-black xyxy=(855,2077,902,2124)
divider xyxy=(46,921,294,922)
answer-across-item: 1.ಕುದುರೆಯ ಬಾಲ xyxy=(1118,2042,1191,2056)
grid-cell[interactable] xyxy=(902,2171,949,2218)
stat-label: ವರ್ಷಗಳ ಬಳಿಕ ಭಾರತದಲ್ಲಿ ವಿಶ್ವಕಪ್ xyxy=(675,2005,769,2030)
candidates-title: ಕ್ಯಾಂಡಿಡೇಟ್ಸ್ ಚೆಸ್‌ಗೆ ಅರ್ಹತೆ xyxy=(292,1881,444,1900)
kiru-suddi-column xyxy=(46,154,296,1507)
stat-item xyxy=(629,1820,773,1873)
scorecard-ind: ಭಾರತ 341/5 (48.3) xyxy=(649,675,774,690)
schedule-item-label: ಸೆಮಿಫೈನಲ್ - ನ. 21-23 xyxy=(308,1724,429,1739)
info-final-label: ಫೈನಲ್ xyxy=(548,1631,575,1645)
schedule-item: ▸ ಸುತ್ತು 3 - ನವೆಂಬರ್ 7-9 xyxy=(297,1606,480,1634)
kiru-item-1-body: • ಹೊಸದಿಲ್ಲಿ: ಇಂಗ್ಲೆಂಡ್‌ನ ನಂ. 1 ಜಾರ್ಜಿನಾ ಕೆನಡಿ ವಿರುದ್ಧ ನೇರ ಸೆಟ್‌ಗಳ ಸೋಲಿನ ನಂತರ ಇಲ್ಲಿ ನಡೆದ ಪಂದ್ಯ ಭಾರತೀಯ ಸ್ಕ್ವಾಷ್ ತಾರೆ ಅನಾಹತ್ ಸಿಂಗ್ ಅವರ ಕೆನಡಾ ಓಪನ್ ಓಟವು ಸೆಮಿಫೈನಲ್‌ನಲ್ಲಿ ಕೊನೆಗೊಂಡಿತು. ಕೆನಡಿ ಕೇವಲ 30 ನಿಮಿಷಗಳಲ್ಲಿ ಸಿಂಗ್ ಅವರನ್ನು 11-5, 11-8, 11-10 ಸೆಟ್‌ಗಳಿಂದ ಸೋಲಿಸುವ ಮೂಲಕ ಪಂದ್ಯ ಗೆದ್ದುಕೊಂಡರು. ಹಿಂದಿನ ಪಂದ್ಯಗಳಲ್ಲಿ ವಿಶ್ವದ ನಂ. 20 ಅಲೈನ್ ಮತ್ತು ಕಾನ್ ಬಾಂಡ್ ಅವರನ್ನು ಸೋಲಿಸಿ ಗಮನ ಸೆಳೆದಿದ್ದರು. ಫೈನಲ್‌ನಲ್ಲಿ ಕೆನಡಿ ಅವರು ಅನ್ಯಾ ಸಿಂಗ್ ಅವರನ್ನು ಎದುರಿಸಲಿದ್ದಾರೆ. xyxy=(46,271,294,431)
stat-item xyxy=(629,1873,773,1931)
clue-item: 7.ಮನೆ (2) xyxy=(1247,2242,1296,2255)
grid-cell[interactable]: 13 xyxy=(809,2218,856,2265)
answer-across-item: 10.ಕುದುರೆಯನು 11. xyxy=(1118,2124,1207,2137)
header-date: 31 ಅಕ್ಟೋಬರ್ 2025 xyxy=(58,89,205,109)
missing-body: ಟೂರ್ನಿಯಿಂದ ಕೆಲವು ದೊಡ್ಡ ಆಟಗಾರರು ಹಿಂದೆ ಸರಿದಿದ್ದಾರೆ. ಹಾಲಿ ಚಾಂಪಿಯನ್ ಮ್ಯಾಗ್ನಸ್ ಕಾರ್ಲ್‌ಸನ್, ಹಿಕಾರು ನಕಮುರಾ, ಫ್ಯಾಬಿಯಾನೊ ಕರುವಾನಾ, ಅಲಿರೆಜಾ, ಡಿಂಗ್ ಲಿರೆನ್, ಇಯಾನ್ ನೆಪೋಮ್ನಿಯಾಚ್ಚಿ ಸೇರಿದಂತೆ ಪ್ರಮುಖ ಆಟಗಾರರು ಪಂದ್ಯಾವಳಿಯಿಂದ ಹೊರಗುಳಿದಿದ್ದಾರೆ. xyxy=(605,2164,773,2275)
stat-item xyxy=(629,1651,773,1693)
grid-cell[interactable] xyxy=(949,2265,996,2312)
stat-item xyxy=(629,1693,773,1735)
kiru-item-3-head: ಸ್ಕ್ವಾಷ್: ಕನ್ನಡಿಗ ಆರ್ಯಮಾನ್‌ಗೆ ಗೆಲುವು xyxy=(49,935,291,956)
crossword-table xyxy=(808,1982,1134,2312)
clue-item: 6.ನೀರು (3) xyxy=(1247,2225,1298,2238)
stat-item xyxy=(629,1608,773,1651)
puzzle-number: 5789 xyxy=(1113,1910,1233,1952)
grid-cell-black xyxy=(949,1983,996,2030)
chess-subhead: ಇಂದಿನಿಂದ ಚದುರಂಗದಾಟ xyxy=(84,1614,232,1634)
answer-down-item: 1.ಕುಚು 2.ಸುಮನ xyxy=(1118,2189,1192,2202)
answer-down-item: 6.ಮುಸುಬ 8.ಪಿಲ್ಲಲು xyxy=(1118,2222,1203,2235)
header-day: ಶುಕ್ರವಾರ xyxy=(58,69,107,89)
lead-body-1: • ಮುಂಬೈ: ಸ್ಫೋಟಕ ಶತಕ ಬಾರಿಸಿದ ರಾಡ್ರಿಗಸ್ ಇಲ್ಲಿ ನಡೆದ ಭಾರತ ಹಾಗೂ ಆಸ್ಟ್ರೇಲಿಯಾ ನಡುವಿನ ಮಹಿಳೆಯರ ವಿಶ್ವಕಪ್ ಸೆಮಿಫೈನಲ್ ಪಂದ್ಯದಲ್ಲಿ ಭಾರತ ತಂಡವನ್ನು 5 ವಿಕೆಟ್ ಗಳ ಜಯದೊಂದಿಗೆ ಐತಿಹಾಸಿಕ ಫೈನಲ್‌ಗೆ ಕೊಂಡೊಯ್ದರು. ಮುಂಬೈನ ಡಿವೈ ಪಾಟೀಲ್ ಕ್ರೀಡಾಂಗಣದಲ್ಲಿ ಕೊಡಿಸ್ವ ಸಾವಿರಾರು ಅಭಿಮಾನಿಗಳ ಎದುರಿನಲ್ಲಿ ಭಾರತ ಆಸ್ಟ್ರೇಲಿಯಾವನ್ನು ಮಣಿಸಿತು. ಲೀಚ್‌ಫೀಲ್ಡ್ ಅಬ್ಬರ: ಟಾಸ್ ಗೆದ್ದು ಮೊದಲು ಬ್ಯಾಟಿಂಗ್ ಆರಿಸಿಕೊಂಡ ಆಸ್ಟ್ರೇಲಿಯಾ ತಂಡಕ್ಕೆ ಲೀಚ್‌ಫೀಲ್ಡ್ ಭರ್ಜರಿ ಆರಂಭ ನೀಡಿದರು. 93 ಎಸೆತಗಳಲ್ಲಿ 119 ರನ್ ಬಾರಿಸಿದ ಅವರು ತಂಡದ ಬೃಹತ್ ಮೊತ್ತಕ್ಕೆ ಅಡಿಪಾಯ ಹಾಕಿದರು. ಎಲ್ಲಿಸ್ ಪೆರ‍್ರಿ 77 ಹಾಗೂ ಗಾರ್ಡನರ್ 63 ರನ್ ಗಳಿಸಿದರು. xyxy=(326,288,628,466)
grid-cell[interactable] xyxy=(949,2218,996,2265)
answer-across-item: 9.ಸುಳಿ xyxy=(1118,2107,1146,2121)
grid-cell-black xyxy=(809,2171,856,2218)
record-title: ವಿಶ್ವದಾಖಲೆ xyxy=(657,354,720,373)
clue-item: 1.ಅರ್ಥಪೂರ್ಣ ಮಾತುಕತೆ (5) xyxy=(1247,1929,1366,1942)
clue-item: 8.ಹಿರಿಯರ ಆಶೀರ್ವಾದ (5) xyxy=(1247,1998,1357,2011)
column-rule xyxy=(1178,864,1180,1507)
grid-cell-black xyxy=(995,2171,1041,2218)
crossword-grid xyxy=(808,1982,1134,2346)
chess-body: • ಪಣಜಿ (ಗೋವಾ): ಚೆಸ್ ಜಗತ್ತಿನಲ್ಲಿ ಭಾರತೀಯರು ಉತ್ತಮ ಪ್ರದರ್ಶನದೊಂದಿಗೆ ಬೆಳಗುತ್ತಿರುವ ಹೊತ್ತಿನಲ್ಲಿಯೇ ಭಾರತವು ಫಿಡೆ ಚೆಸ್ ವಿಶ್ವಕಪ್ ಪಂದ್ಯಾವಳಿಯ ಆತಿಥ್ಯವಹಿಸಿದೆ. ಗೋವಾದ ಹೋಟೆಲ್ ರಿಸಾರ್ಟ್‌ನಲ್ಲಿ ಶನಿವಾರದಿಂದ ಪಂದ್ಯಗಳು ಆರಂಭವಾಗಲಿವೆ. ಡಿ. ಗುಕೇಶ್, ಅರ್ಜುನ್ ಎರಿಗೈಸಿ, ಆರ್. ಪ್ರಜ್ಞಾನಂದ ಅವರು ಕಣಕ್ಕಿಳಿಯಲಿದ್ದಾರೆ. xyxy=(38,1644,278,1739)
puzzle-title xyxy=(811,1912,1072,1950)
candidates-block xyxy=(292,1881,484,2025)
grid-cell[interactable] xyxy=(995,2124,1041,2171)
teams-title: ತಂಡಗಳು xyxy=(890,1212,943,1232)
lead-body-2: ರನ್‌ಗಳಿಸಿದರು. 45 ಬಾಲ್‌ಗಳಲ್ಲಿ 4 ಬೌಂಡರಿ, 4 ಸಿಕ್ಸರ್‌ಗಳೊಂದಿಗೆ ಚಿನ್ನದ ಅರ್ಧಶತಕ ಗಳಿಸಿದರು. ಕೆಳಕ್ರಮಾಂಕದಲ್ಲಿ ಅನಬೆಲ್ 17 ರನ್ ಗಳಿಸಿದರು. xyxy=(641,798,1044,831)
clue-item: 7.ಒಳಗೆ ಸೆಳೆಯುವುದು (3) xyxy=(1247,1981,1353,1994)
registration-dots-icon xyxy=(960,2356,1013,2374)
answer-down-item: 4.ಅಶ್ವ 4.ಮಂದಿರ xyxy=(1118,2205,1190,2219)
clue-item: 3.ಶಕ್ತಿ (3) xyxy=(1247,2173,1292,2186)
info-when-label: ಪಂದ್ಯಾವಳಿ ಯಾವಾಗ ಆರಂಭ? xyxy=(504,1566,619,1580)
lead-col2 xyxy=(641,797,1178,854)
fav-body: ಅರ್ಜುನ್ ಎರಿಗೈಸಿ, ಆರ್. ಪ್ರಜ್ಞಾನಂದ, ವಿದಿತ್ ಗುಜರಾತಿ, ನಿಹಾಲ್ ಸರಿನ್, ಅನೀಶ್ ಗಿರಿ, ವೆಸ್ಲಿ ಸೊ ಸೇರಿದಂತೆ ಹಲವು ಪ್ರಮುಖ ಆಟಗಾರರು ಈ ಬಾರಿ ವಿಶ್ವಕಪ್‌ನಲ್ಲಿ ಫೇವರಿಟ್ ಆಟಗಾರರು ಎನಿಸಿಕೊಂಡಿದ್ದಾರೆ. xyxy=(499,1915,618,2013)
stat-number: 82 xyxy=(629,1940,676,1979)
scorecard-box xyxy=(641,572,919,795)
stat-label: ಟೈ ಆದರೆ ಟೈ ಬ್ರೇಕರ್ xyxy=(664,1749,739,1763)
stat-number: 2 xyxy=(629,1653,652,1691)
lead-col1 xyxy=(326,286,628,795)
brand-tagline: ಅಸ್ಮಿತೆ ನಮ್ಮ ನಿಷ್ಠೆ xyxy=(1276,96,1334,108)
test-celebration-photo xyxy=(1166,1588,1504,1799)
schedule-box xyxy=(288,1526,489,1804)
record-box xyxy=(651,347,804,526)
stats-list xyxy=(629,1566,773,2123)
grid-cell[interactable] xyxy=(1041,1983,1088,2030)
chess-pieces-photo xyxy=(38,2073,230,2332)
grid-cell[interactable]: 5 xyxy=(995,2030,1041,2077)
stat-item xyxy=(629,1988,773,2046)
grid-cell-black xyxy=(855,2218,902,2265)
clue-item: 13.ಬೆಂಕಿ (3) xyxy=(1247,2328,1305,2342)
answer-down-title: ಮೇಲಿನಿಂದ ಕೆಳಕ್ಕೆ: xyxy=(1118,2173,1187,2186)
grid-cell[interactable]: 2 xyxy=(902,1983,949,2030)
stat-number: 8 xyxy=(629,1568,652,1606)
answer-across-title: ಎಡದಿಂದ ಬಲಕ್ಕೆ: xyxy=(1118,2026,1184,2039)
missing-title: ಯಾರ‍್ಯಾರು ಮಿಸ್ಸಿಂಗ್? xyxy=(645,2138,775,2159)
grid-cell[interactable]: 3 xyxy=(995,1983,1041,2030)
answer-down-item: 10.ಎಂಡೆ xyxy=(1118,2238,1157,2251)
info-when xyxy=(499,1566,624,1633)
grid-cell[interactable] xyxy=(902,2030,949,2077)
grid-cell[interactable]: 6 xyxy=(809,2077,856,2124)
clue-item: 12.ಹಣ್ಣು (3) xyxy=(1247,2067,1308,2081)
registration-dots-icon xyxy=(547,2356,601,2374)
registration-dots-icon xyxy=(1372,2356,1426,2374)
training-photo xyxy=(610,923,879,1250)
clues xyxy=(1247,1910,1508,2351)
players-body: ಡಿ ಗುಕೇಶ್ (ಶ್ರೇಯಾಂಕ 1), ಅರ್ಜುನ್ ಎರಿಗೈಸಿ (ಶ್ರೇಯಾಂಕ 2), ಆರ್ ಪ್ರಜ್ಞಾನಂದ (ಶ್ರೇಯಾಂಕ 3), ವಿದಿತ್ ಗುಜರಾತಿ (ಸೀಡ್ 19), ಅರವಿಂದ್ ಚಿದಂಬರಂ (ಶ್ರೇಯಾಂಕ 20), ನಿಹಾಲ್ ಸರಿನ್ (ಶ್ರೇಯಾಂಕ 24), ಕಾರ್ತಿಕೇಯನ್ ಮುರಳಿ (ಶ್ರೇಯಾಂಕ 28), ಪೆಂಟಾಲ ಹರಿಕೃಷ್ಣ (ಶ್ರೇಯಾಂಕ 52), ರೌನಕ್ ಸಾಧ್ವಾನಿ (ಶ್ರೇಯಾಂಕ 62), ದಿವ್ಯಾ ದೇಶಮುಖ್ (ವೈಲ್ಡ್ ಕಾರ್ಡ್) (ಸೀಡ್ 150). xyxy=(38,1824,278,1936)
section-rule xyxy=(27,1511,1514,1513)
clue-item: 1.ಬೆಳಕು ಕೊಡುವುದು (3) xyxy=(1247,2138,1350,2152)
clue-item: 15.ದೊಡ್ಡ ನದಿ (3) xyxy=(1247,2102,1328,2115)
gukesh-photo xyxy=(288,2025,489,2351)
grid-cell[interactable] xyxy=(855,2124,902,2171)
stat-number: 2 xyxy=(629,1695,652,1733)
clue-item: 10.ಸುಂದರವಾದ ಹೂ (5) xyxy=(1247,2033,1352,2046)
sidebar-head-1: ಆರಂಭಿಕ ಕುಸಿತ xyxy=(1199,294,1280,313)
stat-number: 1 xyxy=(629,1610,652,1649)
